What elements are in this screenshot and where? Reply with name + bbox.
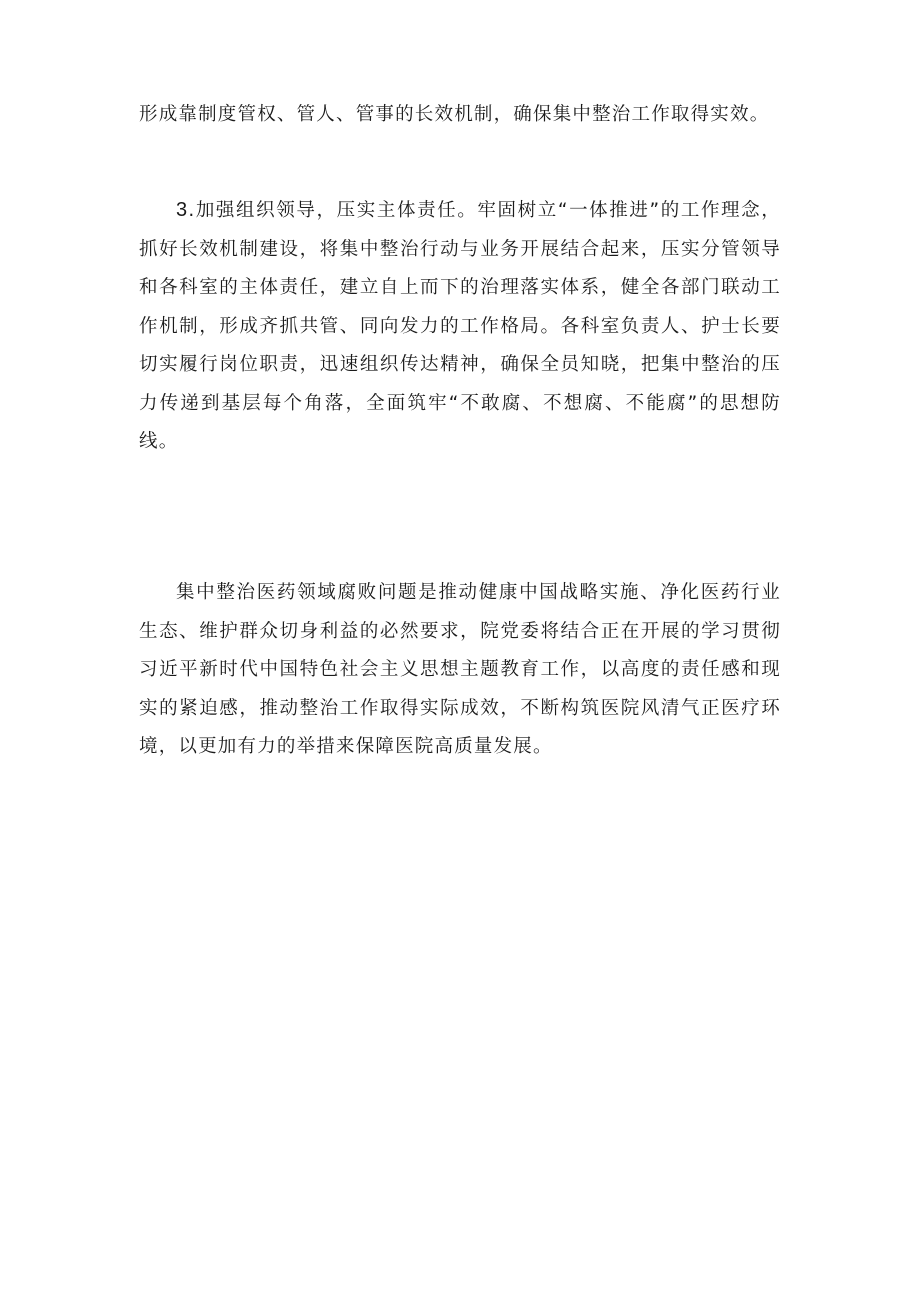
item-number: 3 xyxy=(176,199,189,221)
paragraph-text: 集中整治医药领域腐败问题是推动健康中国战略实施、净化医药行业生态、维护群众切身利益的必然要求，院党委将结合正在开展的学习贯彻习近平新时代中国特色社会主义思想主题教育工作，以高度的责任感和现实的紧迫感，推动整治工作取得实际成效，不断构筑医院风清气正医疗环境，以更加有力的举措来保障医院高质量发展。 xyxy=(139,582,781,757)
paragraph-continuation xyxy=(139,96,781,135)
paragraph-text: .加强组织领导，压实主体责任。牢固树立“一体推进”的工作理念，抓好长效机制建设，将集中整治行动与业务开展结合起来，压实分管领导和各科室的主体责任，建立自上而下的治理落实体系，健全各部门联动工作机制，形成齐抓共管、同向发力的工作格局。各科室负责人、护士长要切实履行岗位职责，迅速组织传达精神，确保全员知晓，把集中整治的压力传递到基层每个角落，全面筑牢“不敢腐、不想腐、不能腐”的思想防线。 xyxy=(139,200,781,452)
paragraph-item-3 xyxy=(139,191,781,462)
paragraph-conclusion xyxy=(139,574,781,767)
paragraph-text: 形成靠制度管权、管人、管事的长效机制，确保集中整治工作取得实效。 xyxy=(139,104,770,125)
